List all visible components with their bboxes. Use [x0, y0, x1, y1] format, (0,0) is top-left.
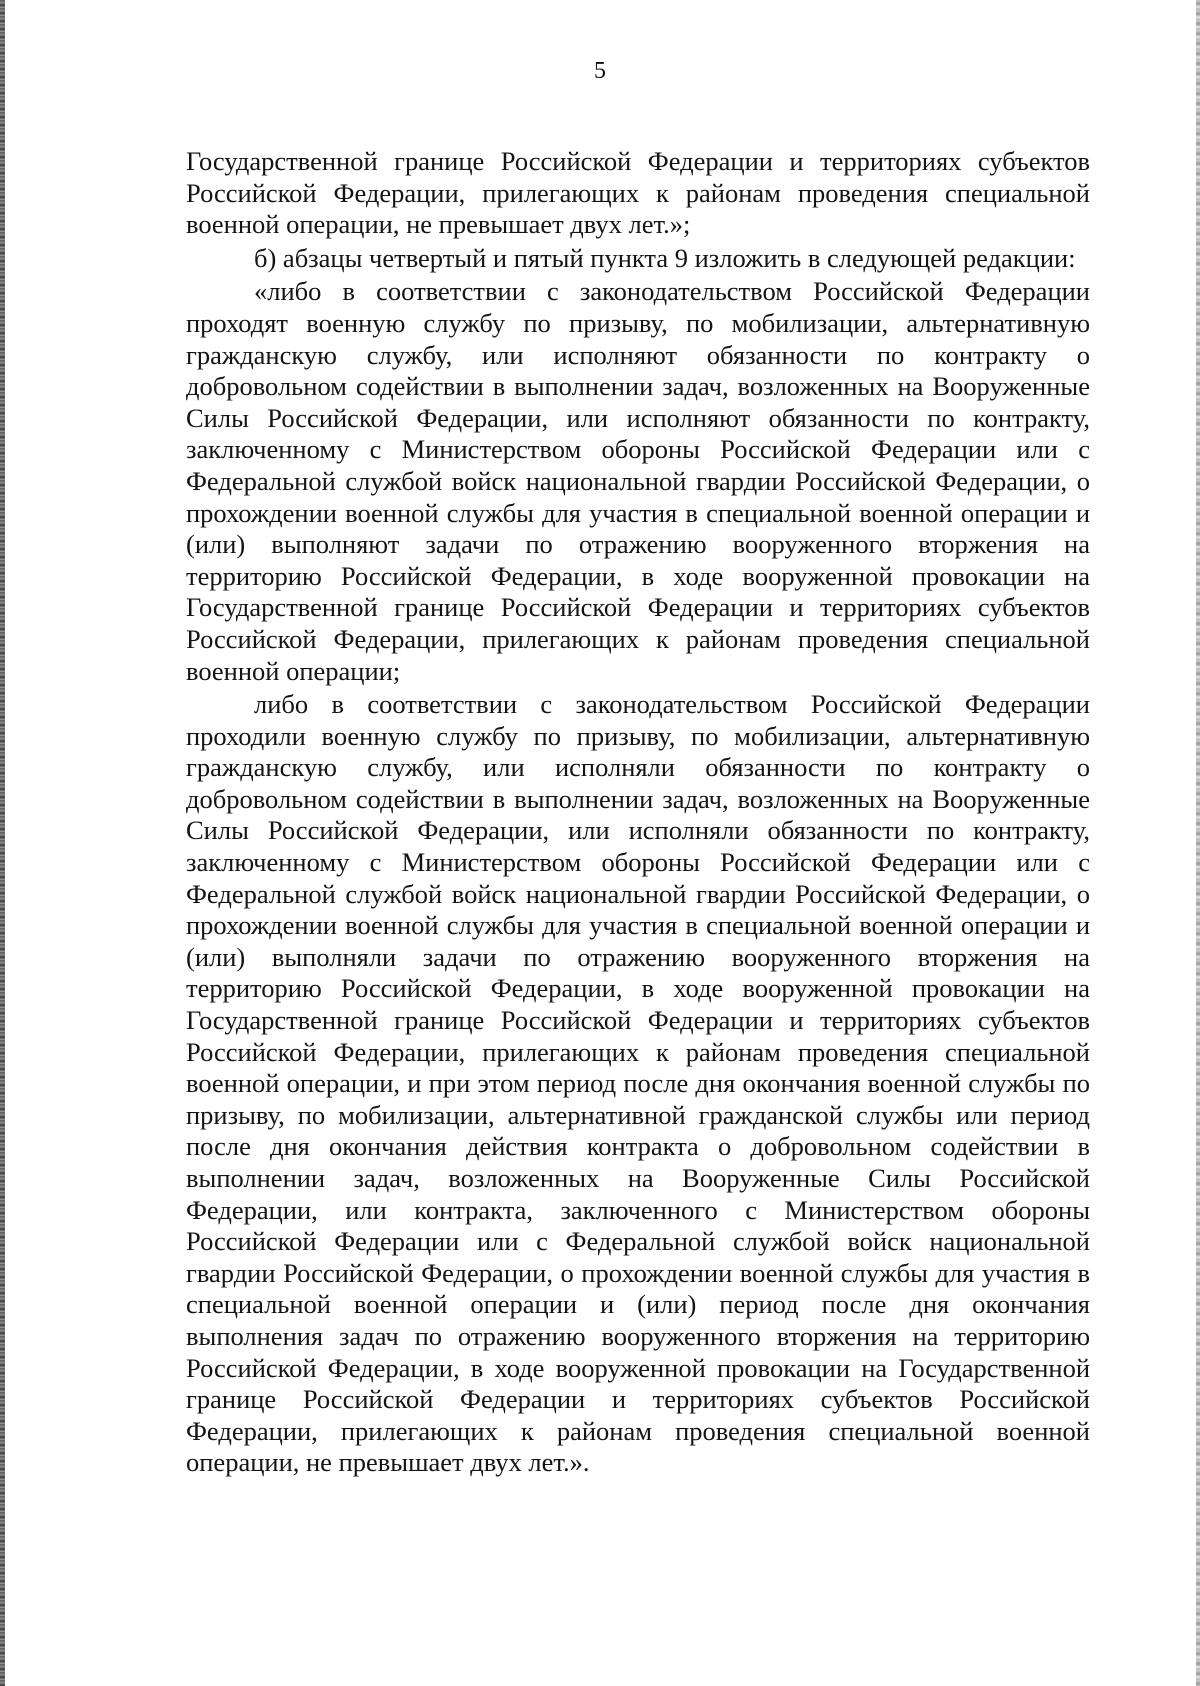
- paragraph-item-b: б) абзацы четвертый и пятый пункта 9 изложить в следующей редакции:: [254, 242, 1076, 273]
- scan-edge-right: [1196, 0, 1200, 1686]
- paragraph-continuation: Государственной границе Российской Федерации и территориях субъектов Российской Федерации, прилегающих к районам проведения специальной военной операции, не превышает двух лет.»;: [186, 146, 1090, 240]
- page-number: 5: [594, 58, 606, 84]
- paragraph-quote-1: «либо в соответствии с законодательством Российской Федерации проходят военную службу по призыву, по мобилизации, альтернативную гражданскую службу, или исполняют обязанности по контракту о добровольном содействии в выполнении задач, возложенных на Вооруженные Силы Российской Федерации, или исполняют обязанности по контракту, заключенному с Министерством обороны Российской Федерации или с Федеральной службой войск национальной гвардии Российской Федерации, о прохождении военной службы для участия в специальной военной операции и (или) выполняют задачи по отражению вооруженного вторжения на территорию Российской Федерации, в ходе вооруженной провокации на Государственной границе Российской Федерации и территориях субъектов Российской Федерации, прилегающих к районам проведения специальной военной операции;: [186, 276, 1090, 686]
- scan-edge-left: [0, 0, 5, 1686]
- paragraph-quote-2: либо в соответствии с законодательством Российской Федерации проходили военную службу по призыву, по мобилизации, альтернативную гражданскую службу, или исполняли обязанности по контракту о добровольном содействии в выполнении задач, возложенных на Вооруженные Силы Российской Федерации, или исполняли обязанности по контракту, заключенному с Министерством обороны Российской Федерации или с Федеральной службой войск национальной гвардии Российской Федерации, о прохождении военной службы для участия в специальной военной операции и (или) выполняли задачи по отражению вооруженного вторжения на территорию Российской Федерации, в ходе вооруженной провокации на Государственной границе Российской Федерации и территориях субъектов Российской Федерации, прилегающих к районам проведения специальной военной операции, и при этом период после дня окончания военной службы по призыву, по мобилизации, альтернативной гражданской службы или период после дня окончания действия контракта о добровольном содействии в выполнении задач, возложенных на Вооруженные Силы Российской Федерации, или контракта, заключенного с Министерством обороны Российской Федерации или с Федеральной службой войск национальной гвардии Российской Федерации, о прохождении военной службы для участия в специальной военной операции и (или) период после дня окончания выполнения задач по отражению вооруженного вторжения на территорию Российской Федерации, в ходе вооруженной провокации на Государственной границе Российской Федерации и территориях субъектов Российской Федерации, прилегающих к районам проведения специальной военной операции, не превышает двух лет.».: [186, 689, 1090, 1478]
- document-body: [186, 146, 1090, 1481]
